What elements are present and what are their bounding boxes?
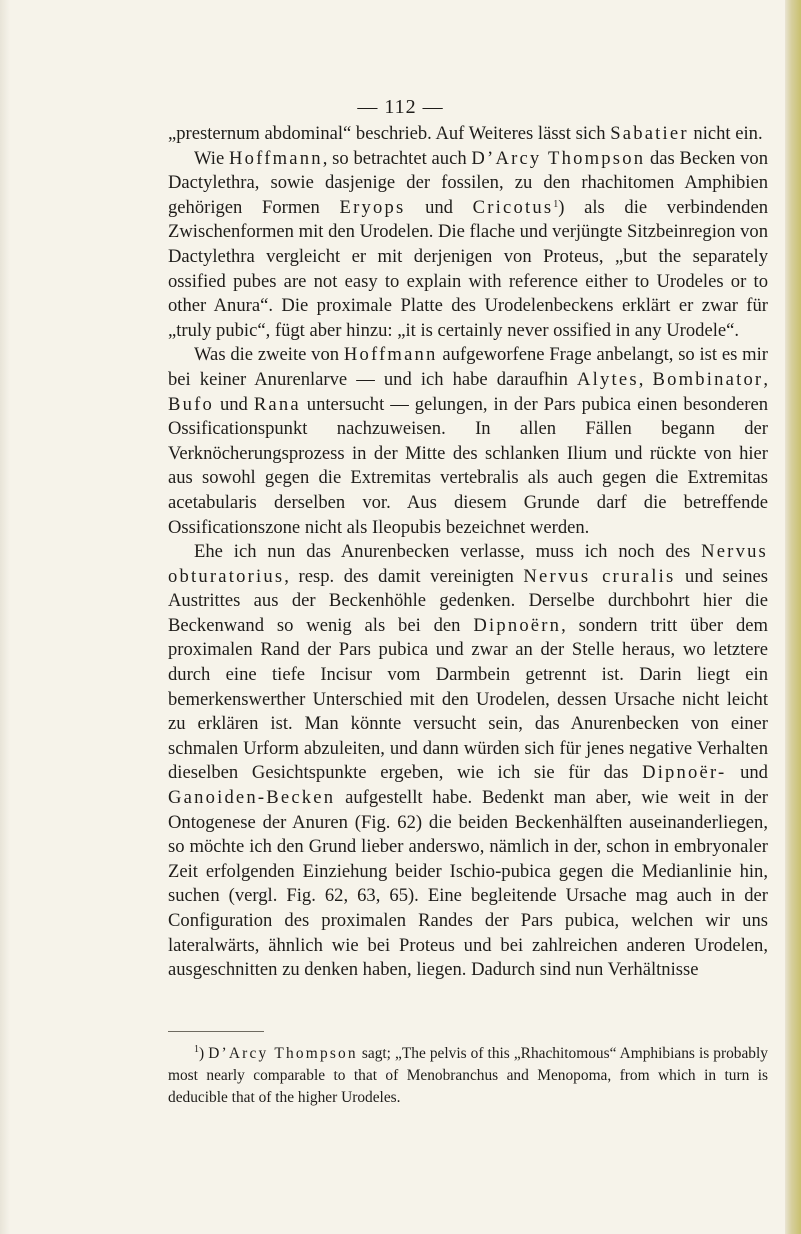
text-run: und <box>214 393 254 415</box>
spaced-name: Hoffmann <box>343 344 438 366</box>
footnote-marker: 1 <box>553 198 559 210</box>
spaced-name: Eryops <box>339 196 406 218</box>
text-run: und seines Austrittes aus der Beckenhöhle gedenken. Derselbe durchbohrt hier die Beckenwand so wenig als bei den <box>168 565 768 636</box>
spaced-name: Cricotus <box>472 196 554 218</box>
text-run: sagt; „The pelvis of this „Rhachitomous“ Amphibians is probably most nearly comparable to that of Menobranchus and Menopoma, from which in turn is deducible that of the higher Urodeles. <box>168 1045 768 1106</box>
spaced-name: Rana <box>253 393 301 415</box>
spaced-name: Bombinator <box>652 368 764 390</box>
text-run: aufgestellt habe. Bedenkt man aber, wie weit in der Ontogenese der Anuren (Fig. 62) die beiden Beckenhälften auseinanderliegen, so möchte ich den Grund lieber anderswo, nämlich in der, schon in embryonaler Zeit erfolgenden Einziehung beider Ischio-pubica gegen die Medianlinie hin, suchen (vergl. Fig. 62, 63, 65). Eine begleitende Ursache mag auch in der Configuration des proximalen Randes der Pars pubica, welchen wir uns lateralwärts, ähnlich wie bei Proteus und bei zahlreichen anderen Urodelen, ausgeschnitten zu denken haben, liegen. Dadurch sind nun Verhältnisse <box>168 787 768 981</box>
spaced-name: Nervus cruralis <box>523 565 676 587</box>
text-run: das Becken von Dactylethra, sowie dasjenige der fossilen, zu den rhachitomen Amphibien gehörigen Formen <box>168 147 768 218</box>
text-run: untersucht — gelungen, in der Pars pubica einen besonderen Ossificationspunkt nachzuweisen. In allen Fällen begann der Verknöcherungsprozess in der Mitte des schlanken Ilium und rückte von hier aus sowohl gegen die Extremitas vertebralis als auch gegen die Extremitas acetabularis derselben vor. Aus diesem Grunde darf die betreffende Ossificationszone nicht als Ileopubis bezeichnet werden. <box>168 393 769 538</box>
text-run: und <box>726 762 768 784</box>
page-number: — 112 — <box>357 96 444 118</box>
spaced-name: Ganoiden-Becken <box>168 787 336 809</box>
text-run: Was die zweite von <box>194 344 344 366</box>
footnote-separator <box>168 1031 264 1032</box>
spaced-name: D’Arcy Thompson <box>208 1045 358 1062</box>
footnote-text <box>168 1043 768 1108</box>
text-run: Wie <box>194 147 230 169</box>
spaced-name: Hoffmann <box>229 147 323 169</box>
spaced-name: Alytes <box>577 368 639 390</box>
text-run: Ehe ich nun das Anurenbecken verlasse, muss ich noch des <box>194 541 702 563</box>
text-run: und <box>405 196 473 218</box>
spaced-name: Sabatier <box>610 123 689 144</box>
text-run: , <box>638 368 653 390</box>
paragraph <box>168 540 768 983</box>
text-run: ) <box>199 1045 209 1062</box>
text-run: , so betrachtet auch <box>322 147 472 169</box>
page-shadow-left <box>0 0 10 1234</box>
spaced-name: Dipnoërn <box>473 614 562 636</box>
text-run: , sondern tritt über dem proximalen Rand der Pars pubica und zwar an der Stelle heraus, wo letztere durch eine tiefe Incisur vom Darmbein getrennt ist. Darin liegt ein bemerkenswerther Unterschied mit den Urodelen, dessen Ursache nicht leicht zu erklären ist. Man könnte versucht sein, das Anurenbecken von einer schmalen Urform abzuleiten, und dann würden sich für jenes negative Verhalten dieselben Gesichtspunkte ergeben, wie ich sie für das <box>168 614 768 784</box>
text-run: , resp. des damit vereinigten <box>284 565 524 587</box>
footnote-marker: 1 <box>194 1044 199 1055</box>
paragraph <box>168 122 768 147</box>
text-run: aufgeworfene Frage anbelangt, so ist es mir bei keiner Anurenlarve — und ich habe daraufhin <box>168 344 768 390</box>
spaced-name: D’Arcy Thompson <box>471 147 646 169</box>
page-edge-right <box>785 0 801 1234</box>
spaced-name: Bufo <box>168 393 214 415</box>
body-text <box>168 122 768 983</box>
text-run: , <box>763 368 768 390</box>
spaced-name: Dipnoër- <box>642 762 727 784</box>
paragraph <box>168 343 768 540</box>
paragraph <box>168 147 768 344</box>
spaced-name: Nervus obturatorius <box>168 541 768 587</box>
text-run: ) als die verbindenden Zwischenformen mit den Urodelen. Die flache und verjüngte Sitzbeinregion von Dactylethra vergleicht er mit derjenigen von Proteus, „but the separately ossified pubes are not easy to explain with reference either to Urodeles or to other Anura“. Die proximale Platte des Urodelenbeckens erklärt er zwar für „truly pubic“, fügt aber hinzu: „it is certainly never ossified in any Urodele“. <box>168 196 768 341</box>
footnote <box>168 1043 768 1108</box>
text-run: nicht ein. <box>688 123 763 144</box>
text-run: „presternum abdominal“ beschrieb. Auf Weiteres lässt sich <box>168 123 611 144</box>
